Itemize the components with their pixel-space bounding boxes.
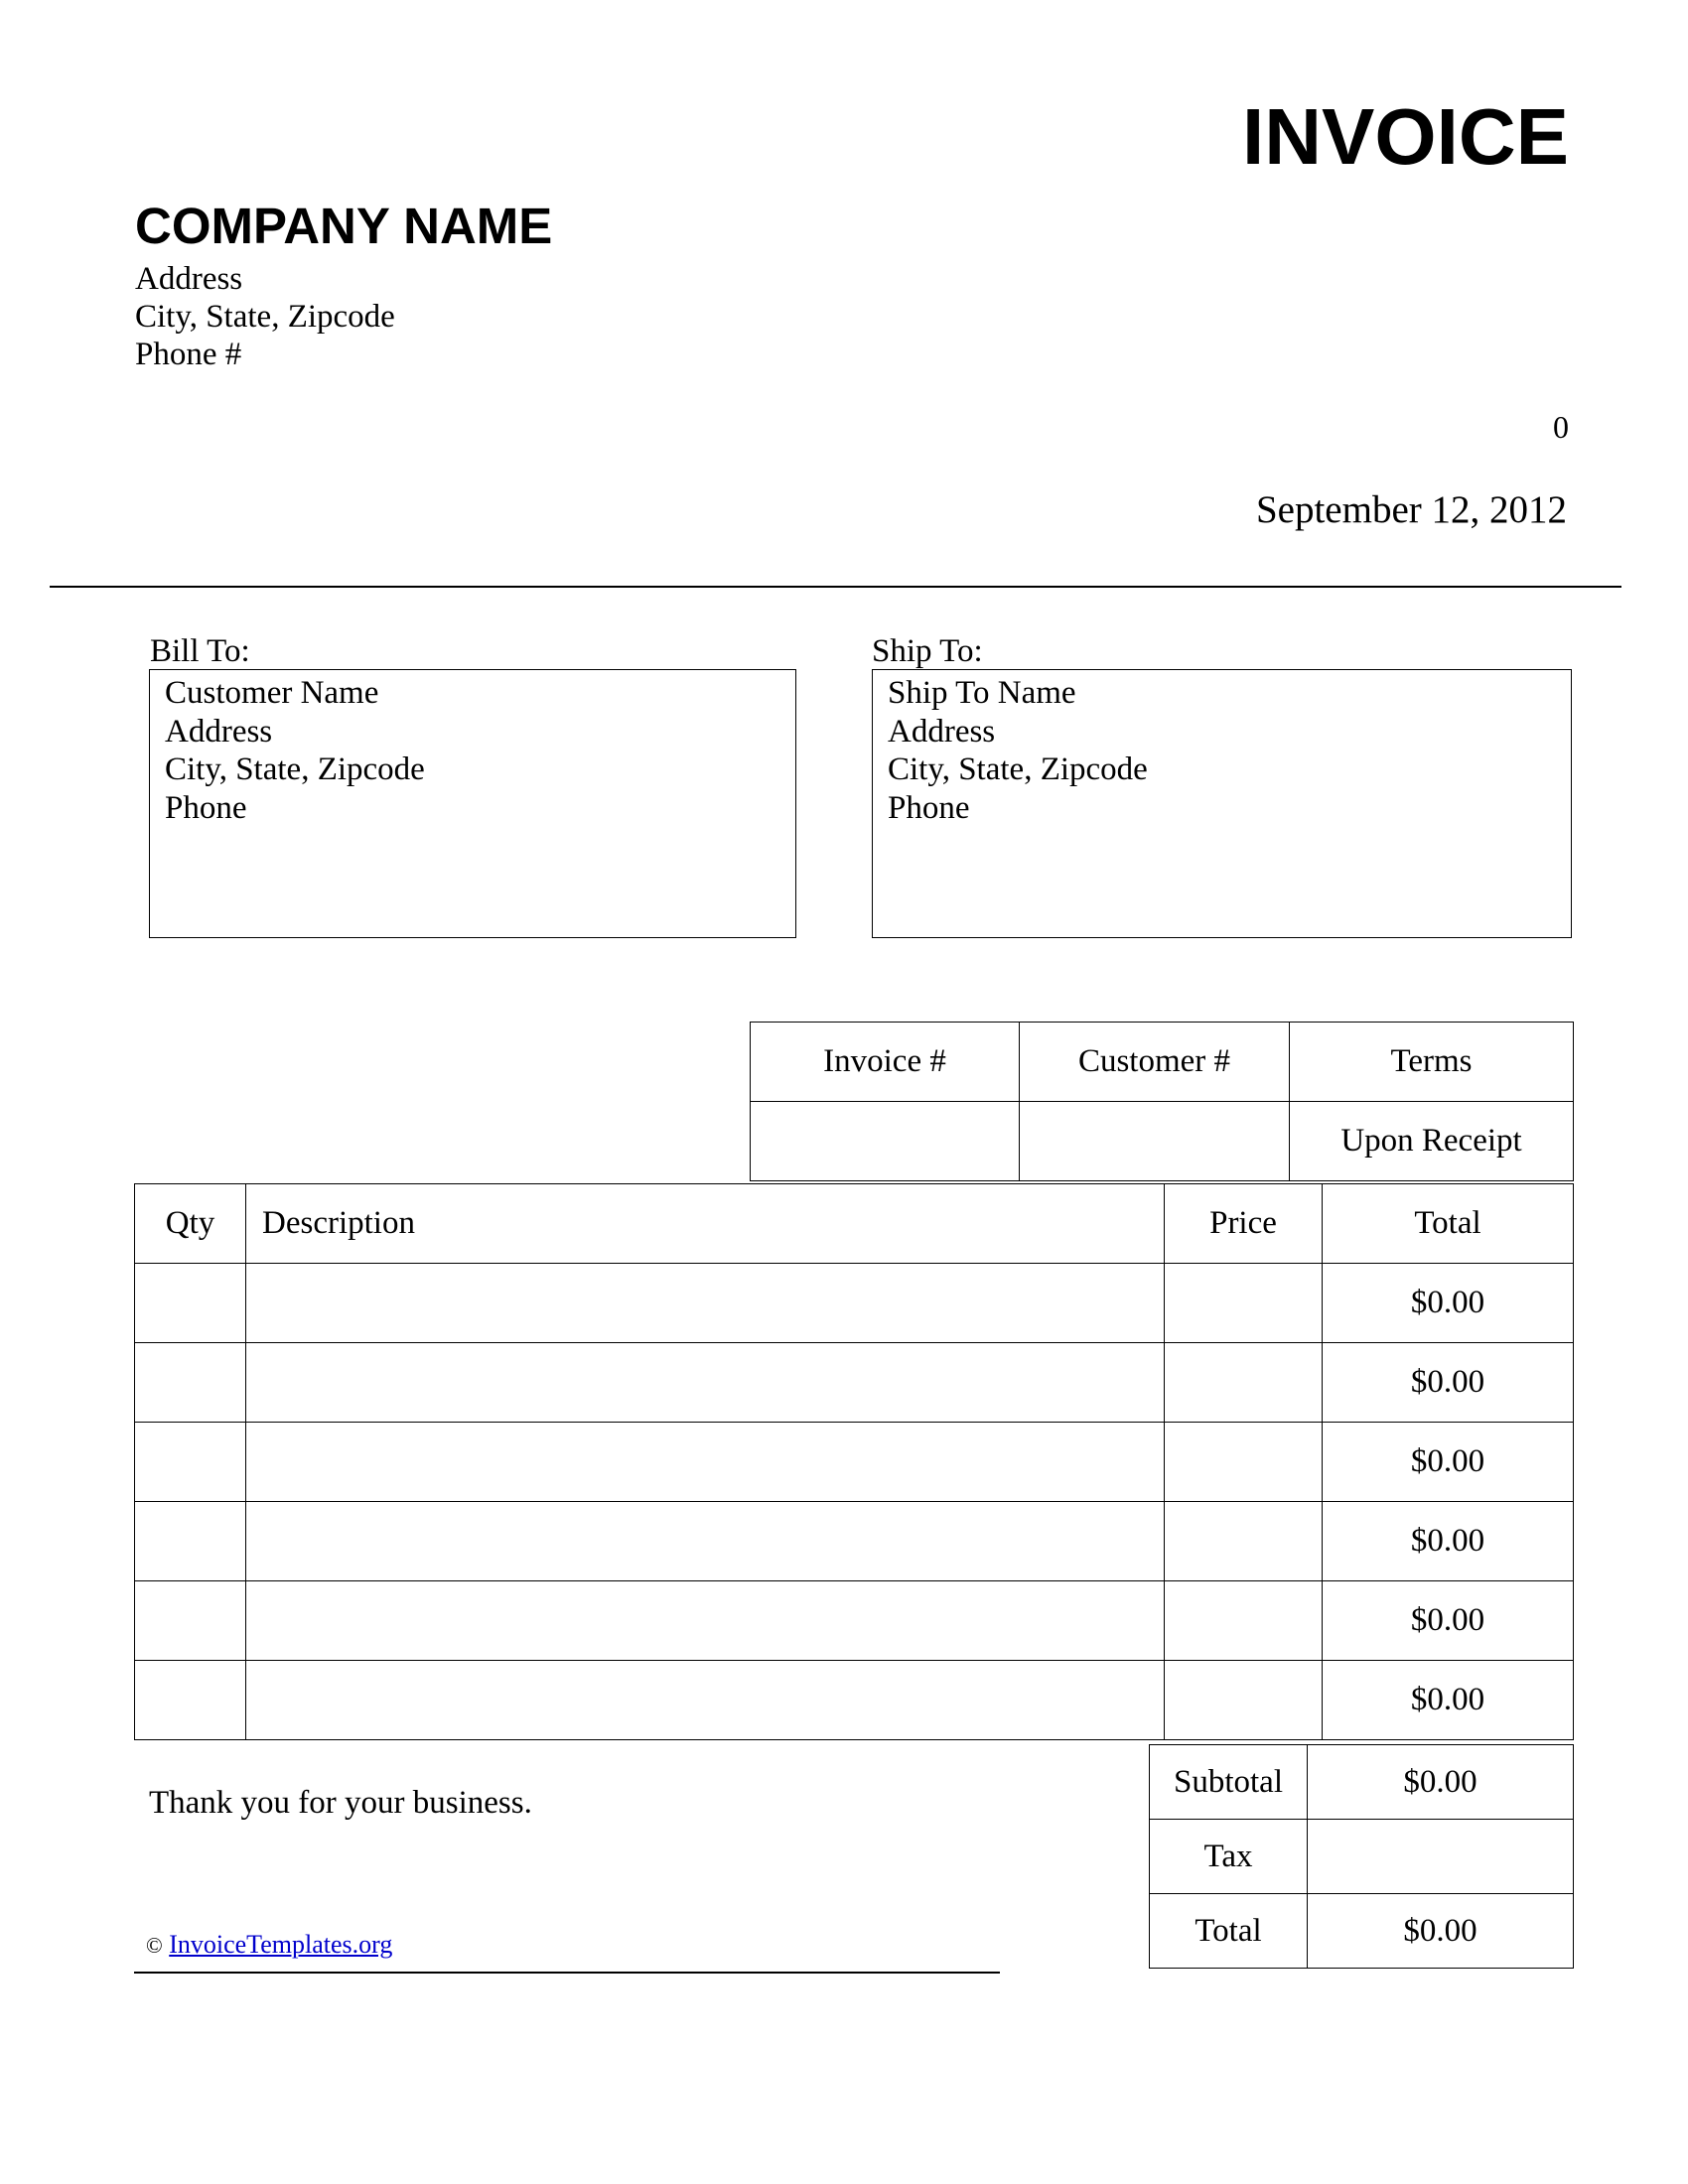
invoice-meta-table bbox=[750, 1022, 1574, 1181]
copyright-symbol: © bbox=[146, 1933, 163, 1958]
table-row bbox=[135, 1661, 1574, 1740]
invoicetemplates-link[interactable]: InvoiceTemplates.org bbox=[169, 1930, 393, 1959]
bill-to-label: Bill To: bbox=[150, 633, 250, 669]
header-total: Total bbox=[1323, 1184, 1574, 1264]
meta-header-invoice-number: Invoice # bbox=[751, 1023, 1020, 1102]
description-cell[interactable] bbox=[246, 1343, 1165, 1423]
line-total-cell: $0.00 bbox=[1323, 1423, 1574, 1502]
tax-row bbox=[1150, 1820, 1574, 1894]
ship-to-name: Ship To Name bbox=[888, 675, 1076, 711]
bill-to-city-state-zip: City, State, Zipcode bbox=[165, 751, 425, 787]
description-cell[interactable] bbox=[246, 1581, 1165, 1661]
ship-to-phone: Phone bbox=[888, 789, 970, 826]
company-name: COMPANY NAME bbox=[135, 198, 553, 254]
meta-header-row bbox=[751, 1023, 1574, 1102]
line-total-cell: $0.00 bbox=[1323, 1661, 1574, 1740]
line-items-table bbox=[134, 1183, 1574, 1740]
table-row bbox=[135, 1581, 1574, 1661]
description-cell[interactable] bbox=[246, 1661, 1165, 1740]
line-total-cell: $0.00 bbox=[1323, 1264, 1574, 1343]
price-cell[interactable] bbox=[1165, 1264, 1323, 1343]
price-cell[interactable] bbox=[1165, 1661, 1323, 1740]
description-cell[interactable] bbox=[246, 1264, 1165, 1343]
qty-cell[interactable] bbox=[135, 1661, 246, 1740]
footer-divider bbox=[134, 1972, 1000, 1974]
bill-to-address: Address bbox=[165, 713, 273, 750]
table-row bbox=[135, 1264, 1574, 1343]
meta-customer-number-cell[interactable] bbox=[1020, 1102, 1290, 1181]
subtotal-row bbox=[1150, 1745, 1574, 1820]
qty-cell[interactable] bbox=[135, 1502, 246, 1581]
table-row bbox=[135, 1343, 1574, 1423]
summary-table bbox=[1149, 1744, 1574, 1969]
price-cell[interactable] bbox=[1165, 1581, 1323, 1661]
header-price: Price bbox=[1165, 1184, 1323, 1264]
ship-to-city-state-zip: City, State, Zipcode bbox=[888, 751, 1148, 787]
total-row bbox=[1150, 1894, 1574, 1969]
items-header-row bbox=[135, 1184, 1574, 1264]
qty-cell[interactable] bbox=[135, 1581, 246, 1661]
meta-header-terms: Terms bbox=[1290, 1023, 1574, 1102]
company-address: Address bbox=[135, 261, 243, 297]
company-city-state-zip: City, State, Zipcode bbox=[135, 299, 395, 335]
table-row bbox=[135, 1423, 1574, 1502]
company-phone: Phone # bbox=[135, 337, 242, 372]
line-total-cell: $0.00 bbox=[1323, 1343, 1574, 1423]
line-total-cell: $0.00 bbox=[1323, 1581, 1574, 1661]
ship-to-address: Address bbox=[888, 713, 996, 750]
subtotal-label: Subtotal bbox=[1150, 1745, 1308, 1820]
invoice-title: INVOICE bbox=[1242, 92, 1569, 181]
meta-terms-cell[interactable]: Upon Receipt bbox=[1290, 1102, 1574, 1181]
qty-cell[interactable] bbox=[135, 1423, 246, 1502]
price-cell[interactable] bbox=[1165, 1502, 1323, 1581]
ship-to-box[interactable] bbox=[872, 669, 1572, 938]
description-cell[interactable] bbox=[246, 1423, 1165, 1502]
invoice-number-value: 0 bbox=[1553, 409, 1569, 445]
invoice-date: September 12, 2012 bbox=[1255, 488, 1567, 531]
grand-total-value: $0.00 bbox=[1308, 1894, 1574, 1969]
meta-invoice-number-cell[interactable] bbox=[751, 1102, 1020, 1181]
table-row bbox=[135, 1502, 1574, 1581]
bill-to-name: Customer Name bbox=[165, 675, 379, 711]
meta-header-customer-number: Customer # bbox=[1020, 1023, 1290, 1102]
qty-cell[interactable] bbox=[135, 1264, 246, 1343]
ship-to-label: Ship To: bbox=[872, 633, 983, 669]
footer-credit bbox=[146, 1932, 392, 1958]
qty-cell[interactable] bbox=[135, 1343, 246, 1423]
thank-you-message: Thank you for your business. bbox=[149, 1785, 532, 1821]
price-cell[interactable] bbox=[1165, 1343, 1323, 1423]
description-cell[interactable] bbox=[246, 1502, 1165, 1581]
subtotal-value: $0.00 bbox=[1308, 1745, 1574, 1820]
bill-to-phone: Phone bbox=[165, 789, 247, 826]
price-cell[interactable] bbox=[1165, 1423, 1323, 1502]
grand-total-label: Total bbox=[1150, 1894, 1308, 1969]
header-description: Description bbox=[246, 1184, 1165, 1264]
meta-value-row bbox=[751, 1102, 1574, 1181]
tax-label: Tax bbox=[1150, 1820, 1308, 1894]
tax-value[interactable] bbox=[1308, 1820, 1574, 1894]
line-total-cell: $0.00 bbox=[1323, 1502, 1574, 1581]
bill-to-box[interactable] bbox=[149, 669, 796, 938]
header-divider bbox=[50, 586, 1621, 588]
header-qty: Qty bbox=[135, 1184, 246, 1264]
